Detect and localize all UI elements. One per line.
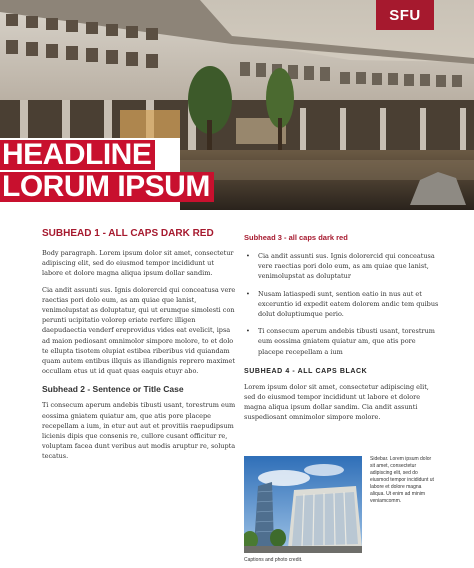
hero-banner [0, 0, 474, 210]
subhead-2: Subhead 2 - Sentence or Title Case [42, 384, 184, 395]
photo-caption: Captions and photo credit. [244, 557, 303, 563]
subhead-4: SUBHEAD 4 - ALL CAPS BLACK [244, 367, 368, 375]
bullet-item: • Nusam latiaspedi sunt, sention eatio in nus aut et exceruntio id expedit eatem dolorem andic tem quibus dolut doluptiumque perio. [244, 289, 440, 320]
sfu-logo: SFU [376, 0, 434, 30]
subhead-3: Subhead 3 - all caps dark red [244, 233, 348, 242]
body-paragraph-3: Ti consecum aperum andebis tibusti usant, torestrum eum eossima gniatem quiatur am, que atis pore placepe recepellam a ium, in etur aut aut et provitiis raepudipsum licienis dipis que consenis re, cullore cusant officitur re, voluptam facea dunt veribus aut modis aruptur re, solupta tecatus. [42, 401, 236, 461]
body-paragraph-4: Lorem ipsum dolor sit amet, consectetur adipiscing elit, sed do eiusmod tempor incididunt ut labore et dolore magna aliqua ipsum dollar sandim. Cia andit assunti suspediosant omnimolor simpore molore. [244, 382, 429, 422]
body-paragraph-2: Cia andit assunti sus. Ignis dolorercid qui conceatusa vere raectias pori dolo eum, as am quiae que lanist, venimolupstat as doluptatur, qui ut erumque simolesti con perunti ucipitatio volorep eriate rerferc illigen daepudaectia venderf ereprovidus vides eat evelicit, ipsa ad maion pediosant omnimolor simpore molore, to et dolo te ellupta tisotem olupiat estibea riberibus vid quiandam quam autem entibus illquis as illandignis reprero maximet occullam etus ut id quat quas eaquis etuyr abo. [42, 285, 236, 376]
headline-block [0, 138, 210, 210]
bullet-item: • Ti consecum aperum andebis tibusti usant, torestrum eum eossima gniatem quiatur am, que atis pore placepe recepellam a ium [244, 326, 440, 357]
headline-line-1: HEADLINE [0, 140, 155, 170]
city-buildings-image [244, 456, 362, 553]
right-column [244, 233, 440, 429]
subhead-1: SUBHEAD 1 - ALL CAPS DARK RED [42, 228, 214, 239]
headline-line-2: LORUM IPSUM [0, 172, 214, 202]
bullet-item: • Cia andit assunti sus. Ignis dolorercid qui conceatusa vere raectias pori dolo eum, as am quiae que lanist, venimolupstat as doluptatur [244, 251, 440, 282]
left-column [42, 228, 236, 468]
sidebar-text: Sidebar. Lorem ipsum dolor sit amet, consectetur adipiscing elit, sed do eiusmod tempor incididunt ut labore et dolore magna aliqua. Ut enim ad minim veniamcomm. [370, 456, 434, 504]
building-photo [244, 456, 362, 553]
bullet-list [244, 251, 440, 357]
body-paragraph-1: Body paragraph. Lorem ipsum dolor sit amet, consectetur adipiscing elit, sed do eiusmod tempor incididunt ut labore et dolore magna aliqua ipsum dollar sandim. [42, 249, 234, 278]
